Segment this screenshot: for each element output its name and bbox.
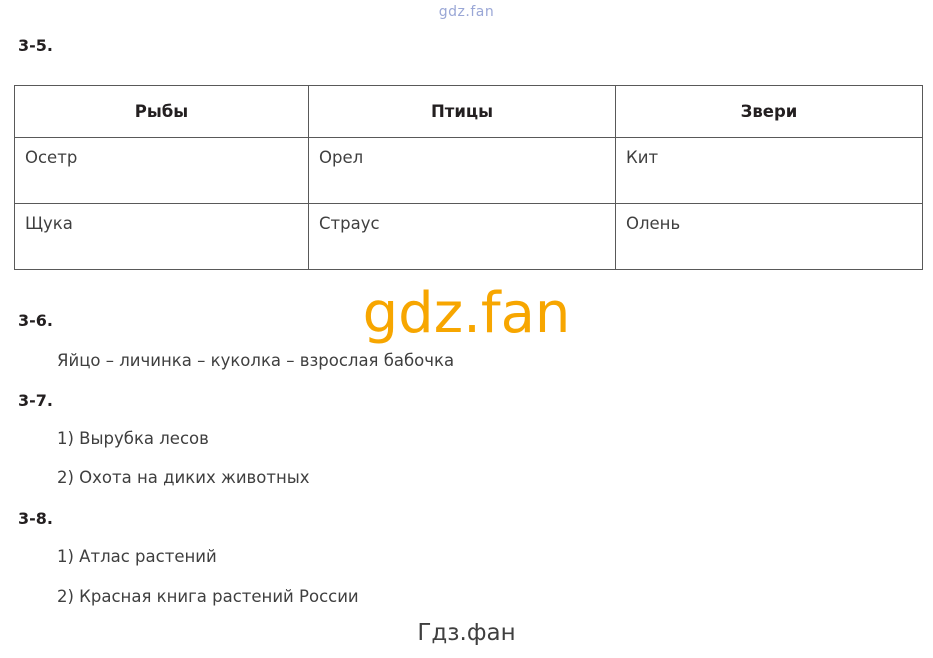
table-header-row bbox=[15, 86, 923, 138]
answer-3-8-1: 1) Атлас растений bbox=[57, 547, 217, 566]
bottom-watermark: Гдз.фан bbox=[417, 620, 516, 646]
table-cell-fish-1: Осетр bbox=[15, 138, 309, 204]
answer-3-6: Яйцо – личинка – куколка – взрослая бабочка bbox=[57, 351, 455, 370]
table-cell-fish-2: Щука bbox=[15, 204, 309, 270]
table-cell-birds-2: Страус bbox=[309, 204, 616, 270]
answer-table bbox=[14, 85, 923, 270]
table-cell-beasts-2: Олень bbox=[616, 204, 923, 270]
task-number-3-5: 3-5. bbox=[18, 36, 53, 55]
table-row bbox=[15, 138, 923, 204]
table-header-fish: Рыбы bbox=[15, 86, 309, 138]
task-number-3-8: 3-8. bbox=[18, 509, 53, 528]
table-header-birds: Птицы bbox=[309, 86, 616, 138]
table-header-beasts: Звери bbox=[616, 86, 923, 138]
table-cell-beasts-1: Кит bbox=[616, 138, 923, 204]
answer-3-8-2: 2) Красная книга растений России bbox=[57, 587, 359, 606]
answer-3-7-2: 2) Охота на диких животных bbox=[57, 468, 310, 487]
top-watermark: gdz.fan bbox=[438, 4, 495, 20]
center-watermark: gdz.fan bbox=[362, 281, 571, 346]
answer-3-7-1: 1) Вырубка лесов bbox=[57, 429, 209, 448]
table-row bbox=[15, 204, 923, 270]
task-number-3-7: 3-7. bbox=[18, 391, 53, 410]
table-cell-birds-1: Орел bbox=[309, 138, 616, 204]
task-number-3-6: 3-6. bbox=[18, 311, 53, 330]
